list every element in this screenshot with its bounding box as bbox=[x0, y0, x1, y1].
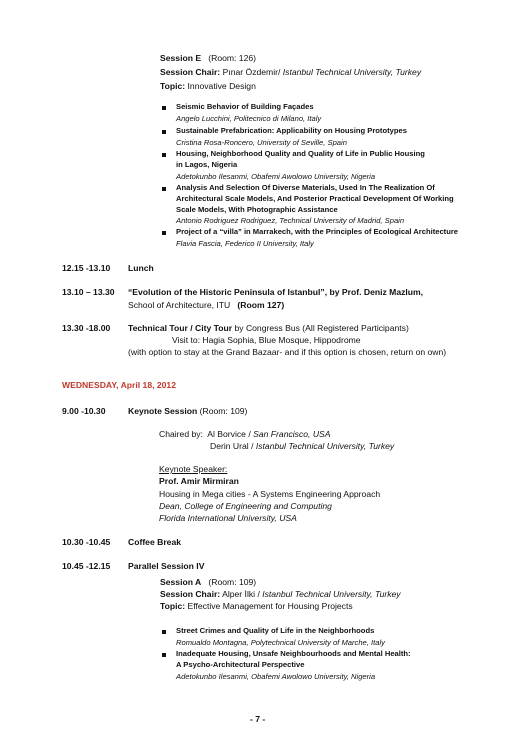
keynote-room: (Room: 109) bbox=[199, 406, 248, 416]
keynote-talk: Housing in Mega cities - A Systems Engineering Approach bbox=[159, 489, 381, 499]
lecture-venue bbox=[128, 300, 284, 310]
tour-time: 13.30 -18.00 bbox=[62, 323, 111, 333]
paper-title: Analysis And Selection Of Diverse Materials, Used In The Realization Of bbox=[176, 183, 435, 192]
topic-value: Innovative Design bbox=[187, 81, 256, 91]
paper-title: Housing, Neighborhood Quality and Quality of Life in Public Housing bbox=[176, 149, 425, 158]
tour-visit: Visit to: Hagia Sophia, Blue Mosque, Hippodrome bbox=[172, 335, 361, 345]
session-a-chair bbox=[160, 589, 401, 599]
day-heading: WEDNESDAY, April 18, 2012 bbox=[62, 380, 176, 390]
keynote-chair2 bbox=[210, 441, 394, 451]
lecture-room: (Room 127) bbox=[237, 300, 285, 310]
paper-authors: Romualdo Montagna, Polytechnical University of Marche, Italy bbox=[176, 638, 385, 647]
lecture-time: 13.10 – 13.30 bbox=[62, 287, 115, 297]
session-title: Session A bbox=[160, 577, 202, 587]
topic-label: Topic: bbox=[160, 601, 186, 611]
chair2-name: Derin Ural / bbox=[210, 441, 254, 451]
paper-title-cont: Architectural Scale Models, And Posterior Practical Development Of Working bbox=[176, 194, 454, 203]
paper-authors: Angelo Lucchini, Politecnico di Milano, Italy bbox=[176, 114, 322, 123]
bullet-icon bbox=[162, 630, 166, 634]
bullet-icon bbox=[162, 106, 166, 110]
chair1-name: Al Borvice / bbox=[207, 429, 251, 439]
tour-line bbox=[128, 323, 409, 333]
tour-note: (with option to stay at the Grand Bazaar- and if this option is chosen, return on own) bbox=[128, 347, 447, 357]
paper-authors: Adetokunbo Ilesanmi, Obafemi Awolowo University, Nigeria bbox=[176, 172, 376, 181]
session-e-heading bbox=[160, 53, 256, 63]
paper-title: Inadequate Housing, Unsafe Neighbourhoods and Mental Health: bbox=[176, 649, 411, 658]
paper-authors: Antonio Rodriguez Rodriguez, Technical University of Madrid, Spain bbox=[176, 216, 405, 225]
coffee-label: Coffee Break bbox=[128, 537, 182, 547]
lecture-school: School of Architecture, ITU bbox=[128, 300, 231, 310]
chair-affiliation: Istanbul Technical University, Turkey bbox=[282, 67, 422, 77]
session-a-heading bbox=[160, 577, 256, 587]
lunch-label: Lunch bbox=[128, 263, 154, 273]
chair-label: Session Chair: bbox=[160, 589, 221, 599]
speaker-name: Prof. Amir Mirmiran bbox=[159, 476, 239, 486]
topic-value: Effective Management for Housing Projects bbox=[187, 601, 353, 611]
paper-title: Sustainable Prefabrication: Applicability on Housing Prototypes bbox=[176, 126, 407, 135]
topic-label: Topic: bbox=[160, 81, 186, 91]
session-room: (Room: 109) bbox=[208, 577, 257, 587]
speaker-role: Dean, College of Engineering and Computing bbox=[159, 501, 332, 511]
parallel-label: Parallel Session IV bbox=[128, 561, 205, 571]
tour-title: Technical Tour / City Tour bbox=[128, 323, 233, 333]
paper-title: Seismic Behavior of Building Façades bbox=[176, 102, 314, 111]
paper-title-cont: in Lagos, Nigeria bbox=[176, 160, 238, 169]
keynote-heading bbox=[128, 406, 247, 416]
paper-title-cont: A Psycho-Architectural Perspective bbox=[176, 660, 305, 669]
parallel-time: 10.45 -12.15 bbox=[62, 561, 111, 571]
session-title: Session E bbox=[160, 53, 202, 63]
chair-name: Alper İlki / bbox=[222, 589, 260, 599]
chaired-label: Chaired by: bbox=[159, 429, 203, 439]
bullet-icon bbox=[162, 231, 166, 235]
session-e-chair bbox=[160, 67, 421, 77]
keynote-time: 9.00 -10.30 bbox=[62, 406, 106, 416]
page-number: - 7 - bbox=[250, 714, 266, 724]
keynote-title: Keynote Session bbox=[128, 406, 198, 416]
tour-details: by Congress Bus (All Registered Participants) bbox=[234, 323, 409, 333]
paper-title: Street Crimes and Quality of Life in the Neighborhoods bbox=[176, 626, 375, 635]
keynote-chair1 bbox=[159, 429, 331, 439]
bullet-icon bbox=[162, 653, 166, 657]
paper-title-cont: Scale Models, With Photographic Assistance bbox=[176, 205, 338, 214]
chair2-affiliation: Istanbul Technical University, Turkey bbox=[255, 441, 395, 451]
chair-affiliation: Istanbul Technical University, Turkey bbox=[262, 589, 401, 599]
bullet-icon bbox=[162, 130, 166, 134]
chair1-affiliation: San Francisco, USA bbox=[253, 429, 331, 439]
session-e-topic bbox=[160, 81, 256, 91]
paper-title: Project of a “villa” in Marrakech, with the Principles of Ecological Architecture bbox=[176, 227, 459, 236]
session-room: (Room: 126) bbox=[208, 53, 257, 63]
paper-authors: Adetokunbo Ilesanmi, Obafemi Awolowo University, Nigeria bbox=[176, 672, 376, 681]
paper-authors: Flavia Fascia, Federico II University, Italy bbox=[176, 239, 314, 248]
speaker-affiliation: Florida International University, USA bbox=[159, 513, 297, 523]
lunch-time: 12.15 -13.10 bbox=[62, 263, 111, 273]
session-a-topic bbox=[160, 601, 353, 611]
paper-authors: Cristina Rosa-Roncero, University of Seville, Spain bbox=[176, 138, 347, 147]
lecture-title: “Evolution of the Historic Peninsula of Istanbul”, by Prof. Deniz Mazlum, bbox=[128, 287, 424, 297]
chair-label: Session Chair: bbox=[160, 67, 221, 77]
coffee-time: 10.30 -10.45 bbox=[62, 537, 111, 547]
bullet-icon bbox=[162, 187, 166, 191]
speaker-label: Keynote Speaker: bbox=[159, 464, 228, 474]
bullet-icon bbox=[162, 153, 166, 157]
chair-name: Pınar Özdemir/ bbox=[222, 67, 281, 77]
